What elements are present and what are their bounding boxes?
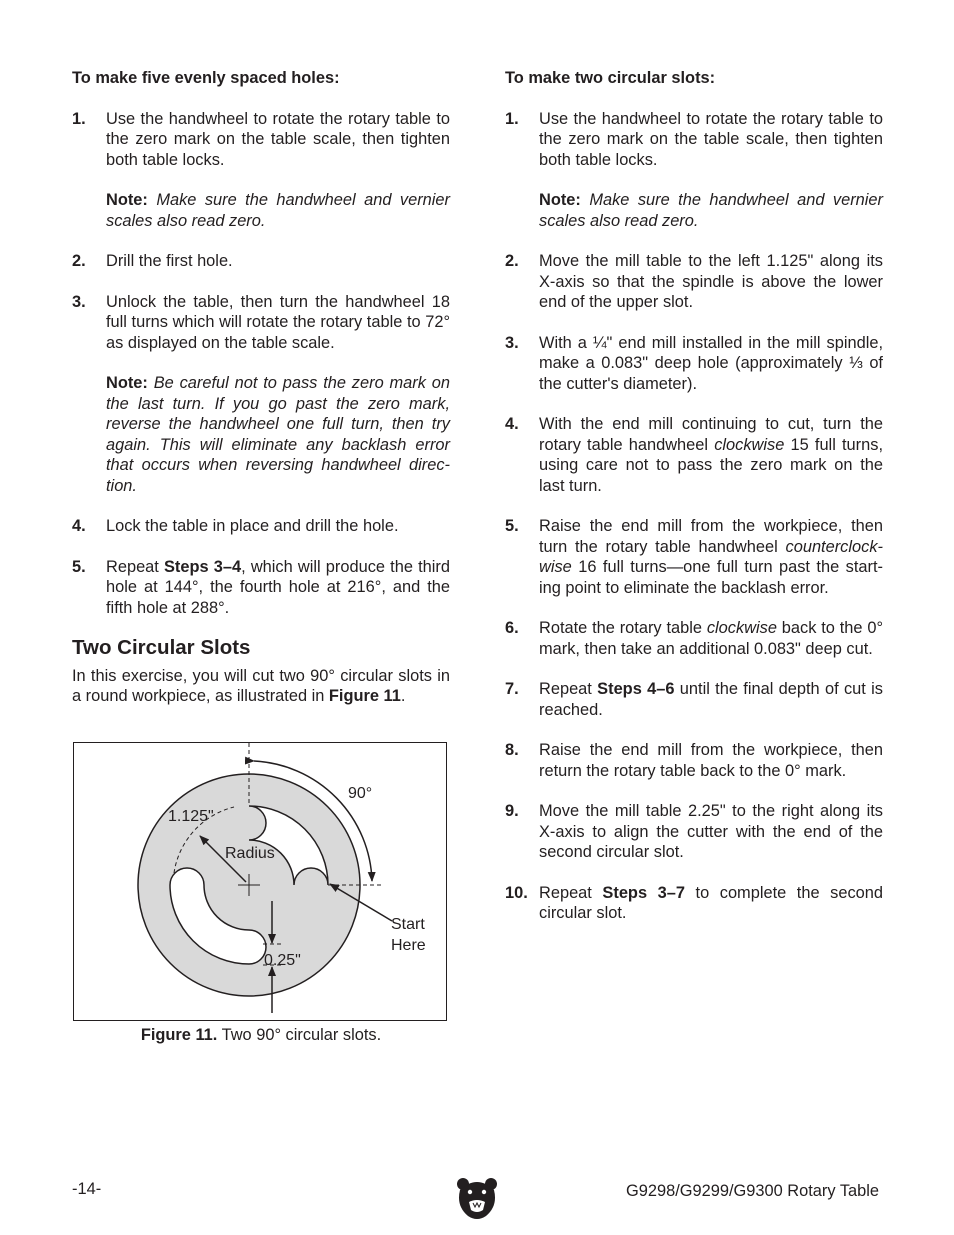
page-number: -14- xyxy=(72,1180,102,1198)
slots-step-2: 2. Move the mill table to the left 1.125" along its X-axis so that the spindle is above the lower end of the upper slot. xyxy=(505,252,883,311)
holes-step-3: 3. Unlock the table, then turn the handwheel 18 full turns which will rotate the rotary table to 72° as displayed on the table scale. xyxy=(72,292,450,352)
slots-step-9: 9. Move the mill table 2.25" to the right along its X-axis to align the cutter with the end of the second circular slot. xyxy=(505,802,883,861)
slots-step-10: 10. Repeat Steps 3–7 to complete the second circular slot. xyxy=(505,883,883,922)
label-here: Here xyxy=(391,937,426,954)
label-radius: Radius xyxy=(225,845,275,862)
figure-caption: Figure 11. Two 90° circular slots. xyxy=(140,1026,382,1044)
holes-step-5: 5. Repeat Steps 3–4, which will produce the third hole at 144°, the fourth hole at 216°, and the fifth hole at 288°. xyxy=(72,557,450,617)
circular-slots-diagram xyxy=(74,743,445,1019)
holes-step-4: 4. Lock the table in place and drill the hole. xyxy=(72,517,399,535)
slots-step-5: 5. Raise the end mill from the workpiece, then turn the rotary table handwheel counterclock-wise 16 full turns—one full turn past the start-ing point to eliminate the backlash error. xyxy=(505,517,883,597)
holes-step-1: 1. Use the handwheel to rotate the rotary table to the zero mark on the table scale, then tighten both table locks. xyxy=(72,109,450,169)
slots-subheading: To make two circular slots: xyxy=(505,69,716,87)
right-column xyxy=(505,68,883,944)
figure-11-box xyxy=(73,742,447,1021)
slots-step-4: 4. With the end mill continuing to cut, turn the rotary table handwheel clockwise 15 full turns, using care not to pass the zero mark on the last turn. xyxy=(505,415,883,495)
intro-paragraph: In this exercise, you will cut two 90° circular slots in a round workpiece, as illustrated in Figure 11. xyxy=(72,666,450,705)
slots-step-7: 7. Repeat Steps 4–6 until the final depth of cut is reached. xyxy=(505,680,883,719)
holes-subheading: To make five evenly spaced holes: xyxy=(72,69,340,87)
slots-step-1: 1. Use the handwheel to rotate the rotary table to the zero mark on the table scale, then tighten both table locks. xyxy=(505,109,883,169)
slots-note-1: Note: Make sure the handwheel and vernier scales also read zero. xyxy=(539,191,883,230)
holes-note-1: Note: Make sure the handwheel and vernier scales also read zero. xyxy=(106,191,450,230)
label-025: 0.25" xyxy=(264,952,301,969)
label-1125: 1.125" xyxy=(168,808,214,825)
bear-logo-icon xyxy=(456,1176,498,1226)
section-title: Two Circular Slots xyxy=(72,636,251,659)
slots-step-8: 8. Raise the end mill from the workpiece, then return the rotary table back to the 0° mark. xyxy=(505,741,883,780)
holes-note-3: Note: Be careful not to pass the zero mark on the last turn. If you go past the zero mark, reverse the handwheel one full turn, then try again. This will eliminate any backlash error that occurs when reversing handwheel direc-tion. xyxy=(106,374,451,495)
label-start: Start xyxy=(391,916,425,933)
left-column xyxy=(72,68,450,707)
label-90: 90° xyxy=(348,785,373,802)
footer-title: G9298/G9299/G9300 Rotary Table xyxy=(625,1182,879,1200)
slots-step-3: 3. With a ¼" end mill installed in the mill spindle, make a 0.083" deep hole (approximately ⅓ of the cutter's diameter). xyxy=(505,333,883,393)
holes-step-2: 2. Drill the first hole. xyxy=(72,252,233,270)
slots-step-6: 6. Rotate the rotary table clockwise back to the 0° mark, then take an additional 0.083" deep cut. xyxy=(505,619,883,658)
